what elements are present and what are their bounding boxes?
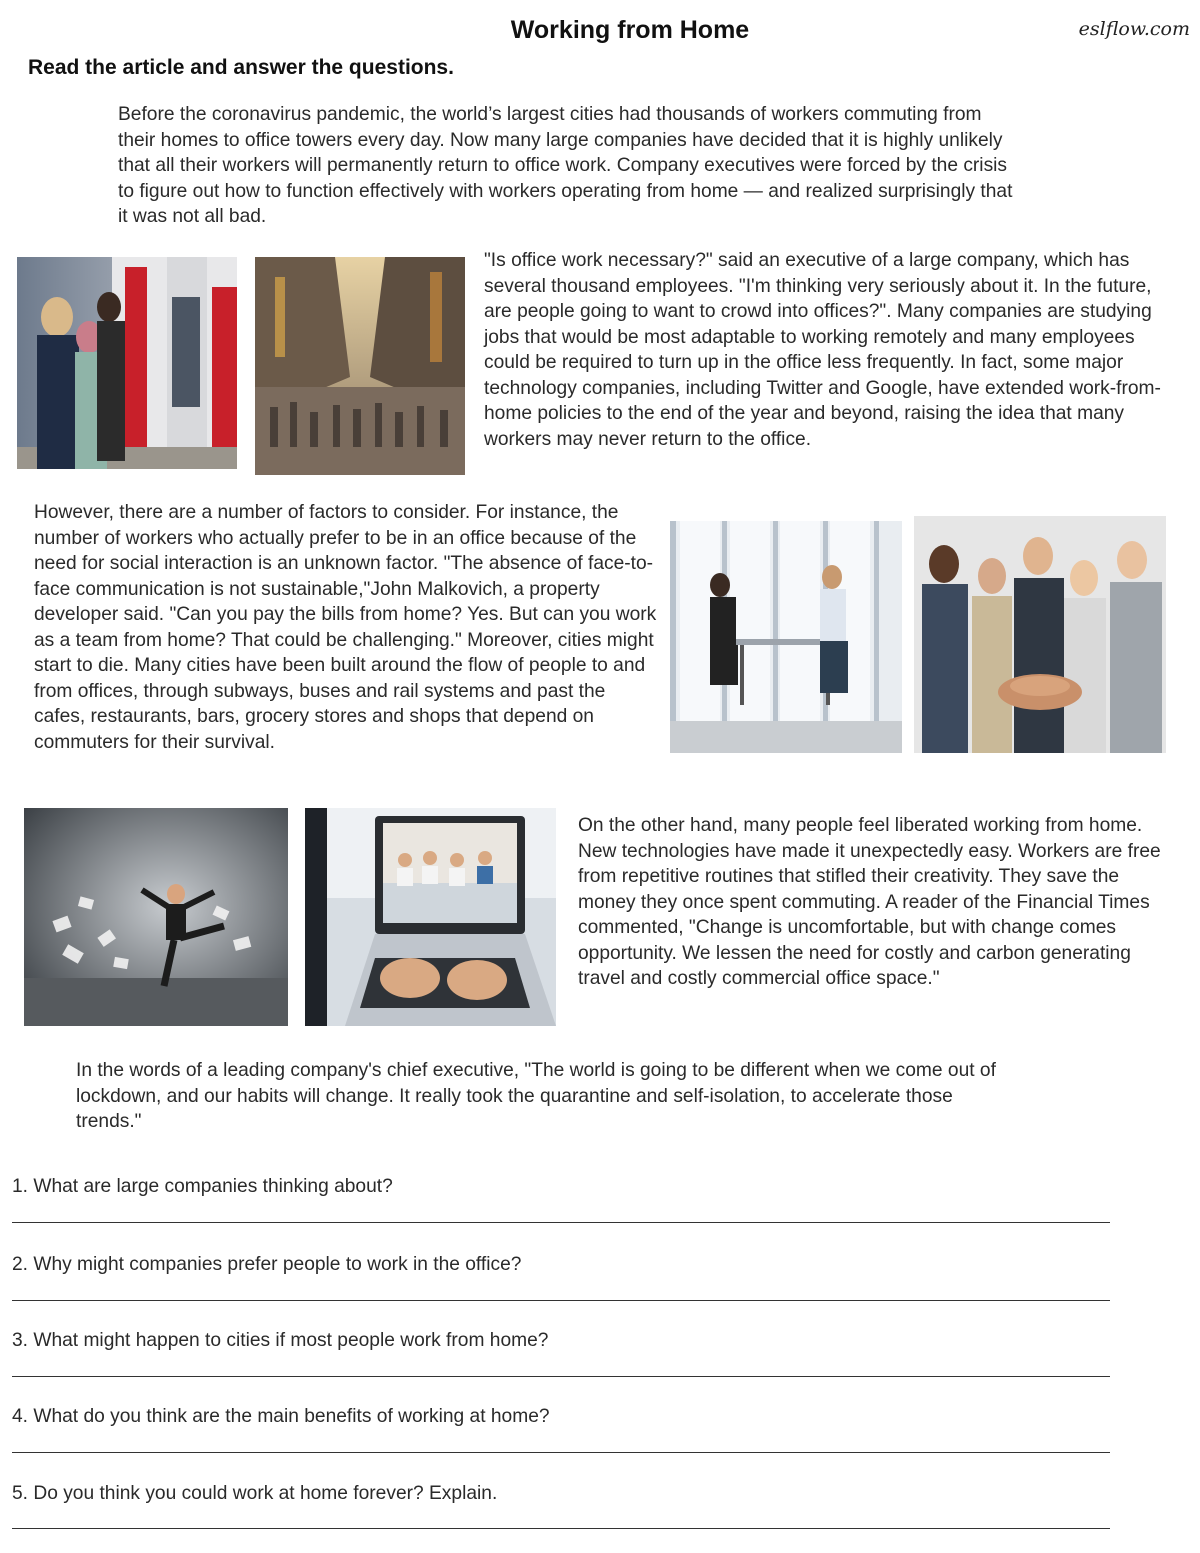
answer-line-3[interactable] <box>12 1376 1110 1377</box>
question-3: 3. What might happen to cities if most people work from home? <box>12 1330 549 1351</box>
article-paragraph-1: Before the coronavirus pandemic, the world’s largest cities had thousands of workers commuting from their homes to office towers every day. Now many large companies have decided that it is highly unlikely that all their workers will permanently return to office work. Company executives were forced by the crisis to figure out how to function effectively with workers operating from home — and realized surprisingly that it was not all bad. <box>118 104 1013 227</box>
worksheet-title: Working from Home <box>510 16 750 44</box>
question-2: 2. Why might companies prefer people to work in the office? <box>12 1254 522 1275</box>
laptop-video-call-photo <box>305 808 556 1026</box>
busy-street-photo <box>255 257 465 475</box>
answer-line-5[interactable] <box>12 1528 1110 1529</box>
answer-line-2[interactable] <box>12 1300 1110 1301</box>
instruction-text: Read the article and answer the questions. <box>28 56 454 79</box>
article-paragraph-2: "Is office work necessary?" said an executive of a large company, which has several thousand employees. "I'm thinking very seriously about it. In the future, are people going to want to crowd into offices?". Many companies are studying jobs that would be most adaptable to working remotely and many employees could be required to turn up in the office less frequently. In fact, some major technology companies, including Twitter and Google, have extended work-from-home policies to the end of the year and beyond, raising the idea that many workers may never return to the office. <box>484 250 1161 450</box>
answer-line-4[interactable] <box>12 1452 1110 1453</box>
brand-watermark: eslflow.com <box>1078 18 1190 40</box>
question-5: 5. Do you think you could work at home forever? Explain. <box>12 1483 498 1504</box>
article-paragraph-5: In the words of a leading company's chief executive, "The world is going to be different when we come out of lockdown, and our habits will change. It really took the quarantine and self-isolation, to accelerate those trends." <box>76 1060 996 1132</box>
article-paragraph-3: However, there are a number of factors to consider. For instance, the number of workers who actually prefer to be in an office because of the need for social interaction is an unknown factor. "The absence of face-to-face communication is not sustainable,"John Malkovich, a property developer said. "Can you pay the bills from home? Yes. But can you work as a team from home? That could be challenging." Moreover, cities might start to die. Many cities have been built around the flow of people to and from offices, through subways, buses and rail systems and past the cafes, restaurants, bars, grocery stores and shops that depend on commuters for their survival. <box>34 502 657 753</box>
office-meeting-photo <box>670 521 902 753</box>
answer-line-1[interactable] <box>12 1222 1110 1223</box>
dancing-worker-photo <box>24 808 288 1026</box>
question-1: 1. What are large companies thinking about? <box>12 1176 393 1197</box>
question-4: 4. What do you think are the main benefits of working at home? <box>12 1406 550 1427</box>
team-hands-photo <box>914 516 1166 753</box>
article-paragraph-4: On the other hand, many people feel liberated working from home. New technologies have made it unexpectedly easy. Workers are free from repetitive routines that stifled their creativity. They save the money they once spent commuting. A reader of the Financial Times commented, "Change is uncomfortable, but with change comes opportunity. We lessen the need for costly and carbon generating travel and costly commercial office space." <box>578 815 1161 989</box>
commuters-train-photo <box>17 257 237 469</box>
